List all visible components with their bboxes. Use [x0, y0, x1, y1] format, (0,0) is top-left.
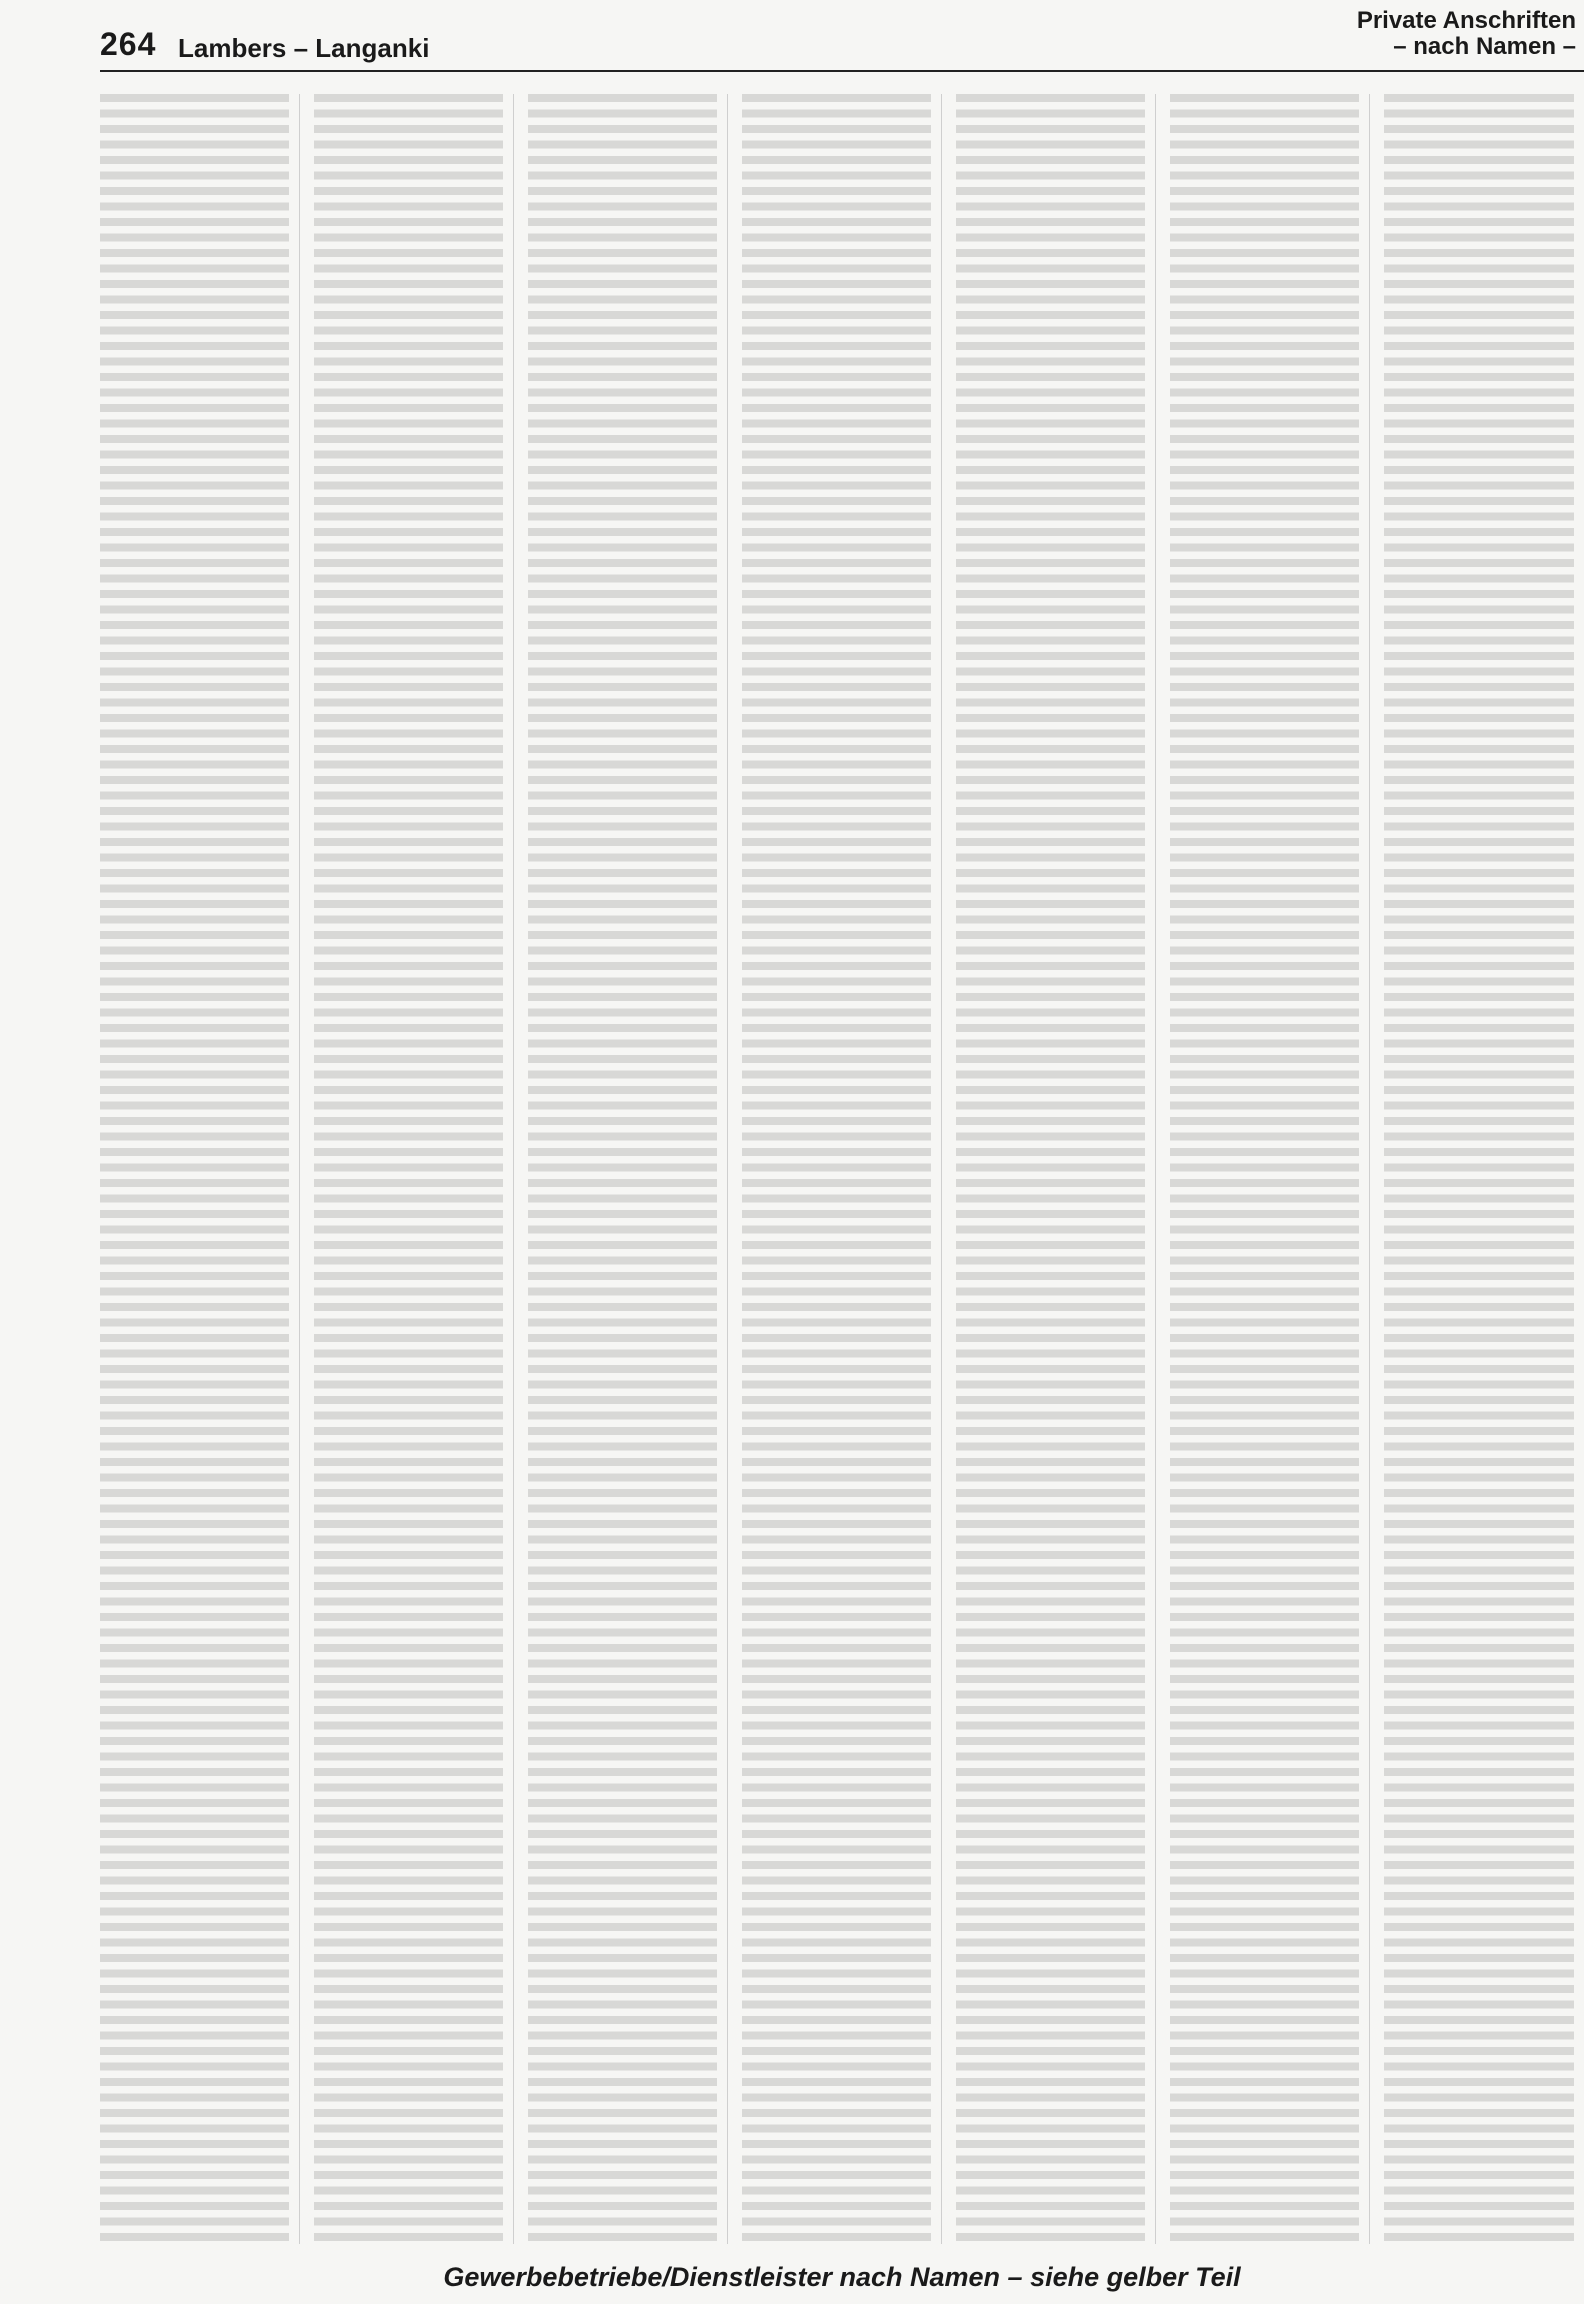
section-title-line-1: Private Anschriften: [1356, 7, 1576, 34]
directory-column: [528, 94, 728, 2244]
page-header: [0, 0, 1584, 80]
directory-column: [1384, 94, 1584, 2244]
directory-entries: [742, 94, 931, 2244]
directory-column: [742, 94, 942, 2244]
running-title: Lambers – Langanki: [178, 33, 430, 63]
directory-entries: [1384, 94, 1574, 2244]
page-number: 264: [100, 26, 157, 62]
section-title-line-2: – nach Namen –: [1393, 33, 1576, 61]
header-rule: [100, 70, 1584, 72]
directory-column: [956, 94, 1156, 2244]
directory-entries: [314, 94, 503, 2244]
directory-entries: [528, 94, 717, 2244]
footer-note: Gewerbebetriebe/Dienstleister nach Namen – siehe gelber Teil: [443, 2262, 1241, 2292]
directory-entries: [100, 94, 289, 2244]
directory-column: [1170, 94, 1370, 2244]
section-title: [1357, 8, 1576, 61]
directory-entries: [1170, 94, 1359, 2244]
directory-columns: [100, 94, 1584, 2244]
directory-entries: [956, 94, 1145, 2244]
directory-column: [314, 94, 514, 2244]
directory-column: [100, 94, 300, 2244]
